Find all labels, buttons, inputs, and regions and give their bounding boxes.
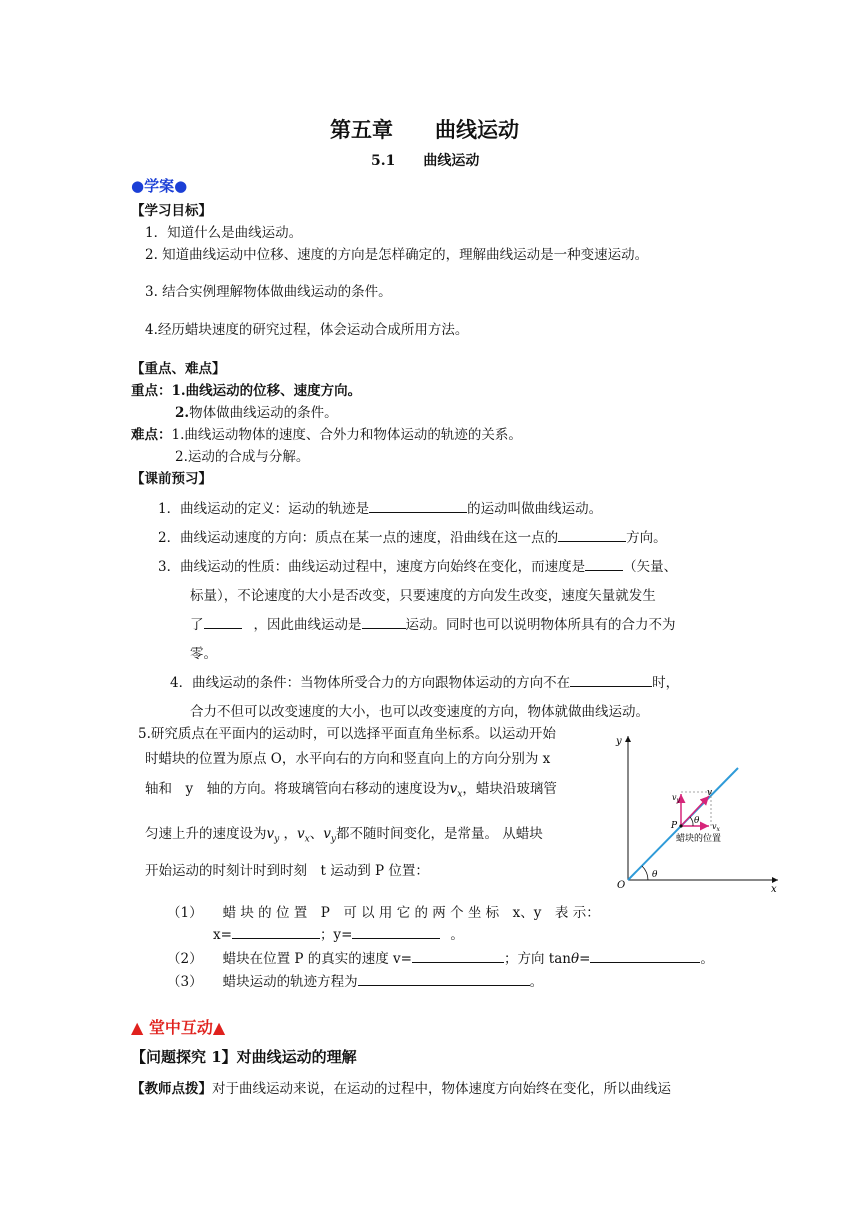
preview-q5-line4: 匀速上升的速度设为$v_y$ ，$v_x$、$v_y$都不随时间变化，是常量。 从蜡块 (145, 826, 543, 845)
q3-blank-2[interactable] (204, 614, 242, 629)
preview-q2 (158, 526, 667, 546)
probe-1-heading: 【问题探究 1】对曲线运动的理解 (131, 1048, 357, 1066)
goals-heading: 【学习目标】 (131, 203, 212, 219)
key-point-label-text: 重点： (131, 383, 172, 399)
theta-label: θ (652, 870, 658, 880)
v-label: v (707, 788, 713, 798)
q5-text-c2: ，蜡块沿玻璃管 (462, 781, 557, 797)
q1-text-a: 1．曲线运动的定义：运动的轨迹是 (158, 501, 370, 517)
vy-label: $v_y$ (672, 793, 680, 804)
teacher-text: 对于曲线运动来说，在运动的过程中，物体速度方向始终在变化，所以曲线运 (212, 1081, 671, 1097)
origin-label: O (617, 880, 626, 891)
sub1-text: 蜡 块 的 位 置 P 可 以 用 它 的 两 个 坐 标 x、y 表 示： (222, 905, 600, 921)
vx-symbol-2: $v_x$ (297, 826, 310, 845)
preview-q3-line4: 零。 (190, 646, 217, 662)
q3-text-e: ，因此曲线运动是 (253, 617, 362, 633)
sub3 (167, 970, 543, 990)
sub2-end: 。 (700, 951, 714, 967)
preview-q5-line5: 开始运动的时刻计时到时刻 t 运动到 P 位置： (145, 863, 429, 879)
difficulty-2: 2.运动的合成与分解。 (175, 449, 310, 465)
preview-q3-line3 (190, 613, 676, 633)
q4-text-a: 4．曲线运动的条件：当物体所受合力的方向跟物体运动的方向不在 (170, 675, 571, 691)
sub1-line1 (167, 901, 600, 921)
preview-q3-line2: 标量），不论速度的大小是否改变，只要速度的方向发生改变，速度矢量就发生 (190, 588, 656, 604)
preview-heading: 【课前预习】 (131, 471, 212, 487)
q4-text-b: 时， (652, 675, 680, 691)
sub2-tan-blank[interactable] (590, 948, 700, 963)
goal-item-1: 1．知道什么是曲线运动。 (145, 225, 303, 241)
q3-blank-3[interactable] (362, 614, 406, 629)
sub1-line2 (213, 923, 464, 943)
goal-item-3: 3. 结合实例理解物体做曲线运动的条件。 (145, 284, 392, 300)
difficulty-1 (131, 423, 522, 443)
sub3-num: （3） (167, 974, 203, 990)
sub1-num: （1） (167, 905, 203, 921)
keys-heading: 【重点、难点】 (131, 361, 226, 377)
sub2-text-a: 蜡块在位置 P 的真实的速度 v= (222, 951, 412, 967)
xue-an-heading: ●学案● (131, 177, 188, 195)
teacher-label: 【教师点拨】 (131, 1081, 212, 1097)
q5-text-d2: 都不随时间变化，是常量。 从蜡块 (335, 826, 543, 842)
key-point-2-num: 2. (175, 405, 190, 421)
vx-symbol: $v_x$ (449, 781, 463, 800)
theta-arc-p (690, 817, 693, 826)
q4-blank[interactable] (570, 672, 652, 687)
preview-q3-line1 (158, 555, 677, 575)
difficulty-label: 难点： (131, 427, 172, 443)
sub1-x: x= (213, 927, 232, 943)
key-point-2 (175, 401, 338, 421)
q3-text-f: 运动。同时也可以说明物体所具有的合力不为 (405, 617, 676, 633)
key-point-2-text: 物体做曲线运动的条件。 (189, 405, 338, 421)
sub3-blank[interactable] (358, 971, 530, 986)
vx-label: $v_x$ (712, 822, 720, 833)
preview-q4-line2: 合力不但可以改变速度的大小，也可以改变速度的方向，物体就做曲线运动。 (190, 704, 649, 720)
theta-symbol: θ (570, 951, 580, 967)
chapter-title: 第五章 曲线运动 (330, 117, 519, 142)
figure-caption: 蜡块的位置 (676, 834, 722, 844)
sub2-v-blank[interactable] (412, 948, 504, 963)
sub1-y-blank[interactable] (352, 924, 440, 939)
preview-q4-line1 (170, 671, 679, 691)
sub1-end: 。 (450, 927, 464, 943)
preview-q5-line3 (145, 777, 557, 800)
q2-text-a: 2．曲线运动速度的方向：质点在某一点的速度，沿曲线在这一点的 (158, 530, 559, 546)
interaction-heading: ▲ 堂中互动▲ (131, 1018, 226, 1037)
motion-figure (608, 730, 788, 900)
q3-text-d: 了 (190, 617, 204, 633)
preview-q5-line2: 时蜡块的位置为原点 O，水平向右的方向和竖直向上的方向分别为 x (145, 751, 551, 767)
p-label: P (671, 821, 678, 831)
x-axis-label: x (771, 884, 777, 895)
sub3-end: 。 (529, 974, 544, 990)
sub3-text: 蜡块运动的轨迹方程为 (222, 974, 358, 990)
difficulty-1-text: 1.曲线运动物体的速度、合外力和物体运动的轨迹的关系。 (171, 427, 522, 443)
teacher-tip (131, 1077, 671, 1097)
y-axis-label: y (616, 736, 622, 747)
q1-text-b: 的运动叫做曲线运动。 (467, 501, 603, 517)
sub1-y: ；y= (319, 927, 353, 943)
preview-q1 (158, 497, 602, 517)
sub2-text-c: = (579, 951, 591, 967)
sub2-text-b: ；方向 tan (504, 951, 571, 967)
q1-blank[interactable] (369, 498, 467, 513)
section-title: 5.1 曲线运动 (371, 153, 480, 169)
vy-symbol-2: $v_y$ (323, 826, 336, 845)
q2-blank[interactable] (558, 527, 626, 542)
goal-item-4: 4.经历蜡块速度的研究过程，体会运动合成所用方法。 (145, 322, 469, 338)
key-point-label (131, 379, 361, 399)
key-point-1: 1.曲线运动的位移、速度方向。 (171, 383, 362, 399)
theta-arc (642, 866, 648, 880)
vy-symbol: $v_y$ (266, 826, 280, 845)
goal-item-2: 2. 知道曲线运动中位移、速度的方向是怎样确定的，理解曲线运动是一种变速运动。 (145, 247, 649, 263)
sub1-x-blank[interactable] (232, 924, 320, 939)
sub2-num: （2） (167, 951, 203, 967)
q5-text-d1: 匀速上升的速度设为 (145, 826, 267, 842)
q3-blank-1[interactable] (585, 556, 623, 571)
theta-p-label: θ (694, 816, 700, 826)
q3-text-b: （矢量、 (623, 559, 678, 575)
q3-text-a: 3．曲线运动的性质：曲线运动过程中，速度方向始终在变化，而速度是 (158, 559, 586, 575)
point-p (679, 824, 682, 827)
q2-text-b: 方向。 (626, 530, 667, 546)
sub2 (167, 947, 714, 967)
q5-text-c1: 轴和 y 轴的方向。将玻璃管向右移动的速度设为 (145, 781, 450, 797)
preview-q5-line1: 5.研究质点在平面内的运动时，可以选择平面直角坐标系。以运动开始 (138, 726, 556, 742)
